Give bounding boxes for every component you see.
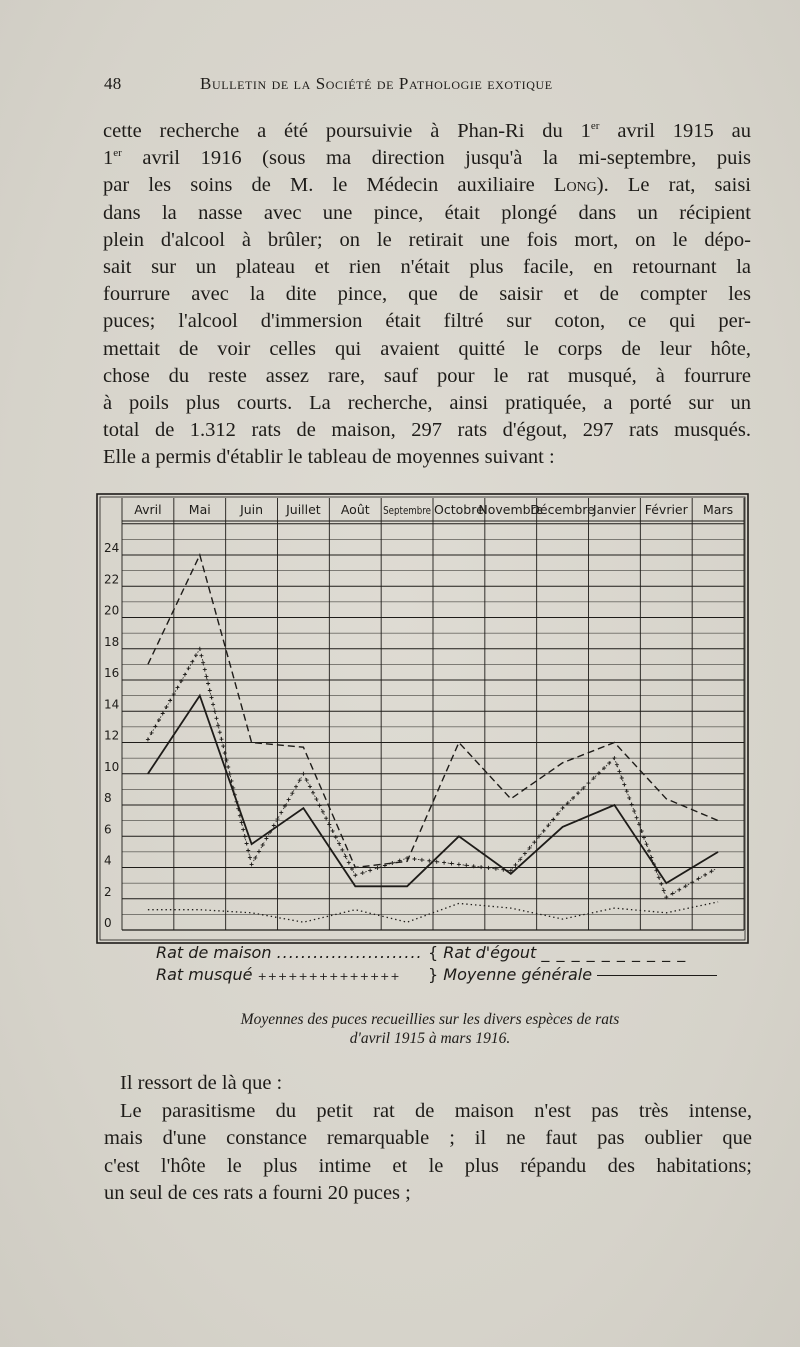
series-marker-musque — [659, 882, 663, 886]
legend-swatch-crosses: ++++++++++++++ — [257, 970, 401, 983]
conclusion-paragraph — [104, 1070, 752, 1208]
series-marker-musque — [210, 695, 214, 699]
series-marker-musque — [340, 848, 344, 852]
series-marker-musque — [331, 829, 335, 833]
intro-line: puces; l'alcool d'immersion était filtré sur coton, ce qui per- — [103, 310, 751, 333]
series-marker-musque — [361, 871, 365, 875]
month-label: Février — [644, 502, 688, 517]
series-marker-musque — [479, 865, 483, 869]
series-marker-musque — [287, 798, 291, 802]
series-marker-musque — [248, 855, 252, 859]
legend-label-maison: Rat de maison — [156, 943, 272, 962]
y-tick-label: 10 — [104, 759, 120, 774]
series-marker-musque — [261, 843, 265, 847]
conclusion-line: Le parasitisme du petit rat de maison n'est pas très intense, — [120, 1099, 752, 1122]
y-tick-label: 20 — [104, 603, 120, 618]
series-marker-musque — [157, 718, 161, 722]
series-marker-musque — [464, 863, 468, 867]
series-marker-musque — [427, 859, 431, 863]
series-marker-musque — [290, 791, 294, 795]
y-tick-label: 14 — [104, 697, 120, 712]
series-marker-musque — [215, 716, 219, 720]
series-marker-musque — [213, 709, 217, 713]
series-marker-musque — [442, 861, 446, 865]
series-marker-musque — [225, 758, 229, 762]
y-tick-label: 24 — [104, 541, 120, 555]
series-marker-musque — [376, 866, 380, 870]
legend-swatch-solid — [597, 975, 717, 976]
series-marker-musque — [226, 765, 230, 769]
series-marker-musque — [532, 840, 536, 844]
series-marker-musque — [368, 868, 372, 872]
page-number: 48 — [104, 74, 122, 93]
intro-line: plein d'alcool à brûler; on le retirait une fois mort, on le dépo- — [103, 228, 751, 251]
series-marker-musque — [204, 675, 208, 679]
series-marker-musque — [390, 861, 394, 865]
legend-label-egout: Rat d'égout — [443, 943, 537, 962]
series-marker-musque — [523, 852, 527, 856]
series-marker-musque — [279, 811, 283, 815]
series-marker-musque — [617, 769, 621, 773]
series-marker-musque — [264, 837, 268, 841]
intro-line: à poils plus courts. La recherche, ainsi pratiquée, a porté sur un — [103, 392, 751, 415]
month-label: Octobre — [434, 502, 484, 517]
conclusion-line: Il ressort de là que : — [120, 1072, 283, 1094]
series-marker-musque — [677, 888, 681, 892]
intro-line-2: par les soins de M. le Médecin auxiliaire Long). Le rat, saisi — [103, 174, 751, 197]
series-marker-musque — [305, 778, 309, 782]
legend-item-egout — [428, 943, 686, 962]
y-tick-label: 6 — [104, 822, 112, 837]
intro-line: fourrure avec la dite pince, que de saisir et de compter les — [103, 283, 751, 306]
chart-legend — [156, 943, 756, 989]
intro-line: mettait de voir celles qui avaient quitté le corps de leur hôte, — [103, 337, 751, 360]
legend-item-musque — [156, 965, 401, 984]
series-marker-musque — [161, 712, 165, 716]
series-marker-musque — [697, 877, 701, 881]
series-marker-musque — [657, 875, 661, 879]
series-marker-musque — [211, 702, 215, 706]
y-tick-label: 8 — [104, 791, 112, 805]
month-label: Avril — [134, 502, 162, 517]
series-marker-musque — [194, 653, 198, 657]
series-marker-musque — [153, 724, 157, 728]
series-marker-musque — [187, 666, 191, 670]
series-marker-musque — [321, 810, 325, 814]
caption-line-2: d'avril 1915 à mars 1916. — [349, 1030, 511, 1047]
series-marker-musque — [318, 804, 322, 808]
series-marker-musque — [647, 849, 651, 853]
series-marker-musque — [710, 869, 714, 873]
series-marker-musque — [413, 857, 417, 861]
legend-item-maison — [156, 943, 423, 962]
chart-frame-inner — [100, 497, 745, 940]
brace-icon: { — [428, 943, 439, 962]
series-marker-musque — [314, 797, 318, 801]
intro-paragraph — [103, 118, 751, 472]
y-tick-label: 16 — [104, 666, 120, 680]
series-marker-musque — [203, 668, 207, 672]
series-marker-musque — [253, 856, 257, 860]
intro-line: sait sur un plateau et rien n'était plus facile, en retournant la — [103, 256, 751, 279]
series-marker-musque — [514, 863, 518, 867]
intro-line — [103, 172, 751, 199]
y-tick-label: 18 — [104, 634, 120, 649]
conclusion-line: mais d'une constance remarquable ; il ne faut pas oublier que — [104, 1127, 752, 1149]
series-marker-musque — [542, 829, 546, 833]
series-marker-musque — [615, 763, 619, 767]
series-marker-musque — [168, 699, 172, 703]
series-marker-musque — [324, 816, 328, 820]
flea-chart — [96, 493, 750, 945]
intro-line — [103, 118, 751, 145]
y-tick-label: 22 — [104, 572, 120, 587]
legend-label-moyenne: Moyenne générale — [443, 965, 593, 984]
month-label: Août — [340, 502, 370, 517]
series-marker-musque — [690, 880, 694, 884]
series-marker-musque — [587, 781, 591, 785]
intro-line: chose du reste assez rare, sauf pour le rat musqué, à fourrure — [103, 364, 751, 387]
month-label: Janvier — [592, 502, 636, 517]
month-label: Juin — [240, 502, 264, 517]
running-title: Bulletin de la Société de Pathologie exotique — [200, 74, 553, 93]
month-label: Septembre — [383, 505, 431, 517]
series-marker-musque — [662, 889, 666, 893]
series-marker-musque — [164, 705, 168, 709]
series-marker-musque — [308, 784, 312, 788]
month-label: Mai — [188, 502, 211, 517]
series-marker-musque — [622, 783, 626, 787]
series-marker-musque — [221, 744, 225, 748]
series-marker-musque — [150, 731, 154, 735]
series-marker-musque — [218, 730, 222, 734]
legend-label-musque: Rat musqué — [156, 965, 253, 984]
series-marker-musque — [327, 823, 331, 827]
legend-swatch-dashed: _ _ _ _ _ _ _ _ _ _ — [541, 943, 687, 962]
series-marker-musque — [487, 866, 491, 870]
y-tick-label: 4 — [104, 853, 112, 868]
series-marker-musque — [220, 737, 224, 741]
series-marker-musque — [684, 884, 688, 888]
intro-line: dans la nasse avec une pince, était plongé dans un récipient — [103, 201, 751, 224]
series-marker-musque — [347, 861, 351, 865]
chart-frame — [97, 494, 748, 943]
series-marker-musque — [337, 842, 341, 846]
series-marker-musque — [630, 803, 634, 807]
intro-line: total de 1.312 rats de maison, 297 rats d'égout, 297 rats musqués. — [103, 419, 751, 442]
intro-line: Elle a permis d'établir le tableau de moyennes suivant : — [103, 446, 555, 469]
month-label: Mars — [703, 502, 734, 517]
chart-svg — [96, 493, 750, 945]
conclusion-line: un seul de ces rats a fourni 20 puces ; — [104, 1182, 411, 1204]
series-marker-musque — [190, 660, 194, 664]
series-marker-musque — [620, 776, 624, 780]
series-marker-musque — [245, 842, 249, 846]
series-marker-musque — [632, 809, 636, 813]
series-marker-musque — [206, 682, 210, 686]
series-marker-musque — [625, 789, 629, 793]
caption-line-1: Moyennes des puces recueillies sur les divers espèces de rats — [240, 1011, 620, 1028]
y-tick-label: 0 — [104, 916, 112, 930]
series-marker-musque — [298, 778, 302, 782]
series-marker-musque — [627, 796, 631, 800]
series-marker-musque — [294, 785, 298, 789]
series-marker-musque — [257, 849, 261, 853]
legend-swatch-dotted: ........................ — [276, 943, 423, 962]
series-marker-musque — [566, 801, 570, 805]
series-marker-musque — [420, 858, 424, 862]
series-marker-musque — [635, 816, 639, 820]
series-marker-musque — [223, 751, 227, 755]
y-tick-label: 2 — [104, 884, 112, 899]
legend-item-moyenne — [428, 965, 717, 984]
series-marker-musque — [671, 892, 675, 896]
series-marker-musque — [703, 873, 707, 877]
conclusion-line: c'est l'hôte le plus intime et le plus répandu des habitations; — [104, 1154, 752, 1177]
month-label: Novembre — [478, 502, 544, 517]
intro-line — [103, 145, 751, 172]
intro-line-0: cette recherche a été poursuivie à Phan-Ri du 1er avril 1915 au — [103, 120, 751, 142]
series-marker-musque — [208, 689, 212, 693]
series-marker-musque — [241, 828, 245, 832]
intro-line-1: 1er avril 1916 (sous ma direction jusqu'à la mi-septembre, puis — [103, 147, 751, 170]
series-marker-musque — [645, 842, 649, 846]
series-marker-musque — [311, 791, 315, 795]
y-tick-label: 12 — [104, 728, 120, 743]
series-marker-musque — [450, 862, 454, 866]
series-marker-musque — [199, 654, 203, 658]
brace-icon: } — [428, 965, 439, 984]
series-marker-musque — [176, 686, 180, 690]
month-label: Décembre — [530, 502, 595, 517]
series-marker-musque — [243, 835, 247, 839]
series-marker-musque — [597, 771, 601, 775]
month-label: Juillet — [286, 502, 321, 517]
series-marker-musque — [183, 673, 187, 677]
figure-caption — [150, 1010, 710, 1048]
series-marker-musque — [344, 854, 348, 858]
series-marker-musque — [576, 791, 580, 795]
